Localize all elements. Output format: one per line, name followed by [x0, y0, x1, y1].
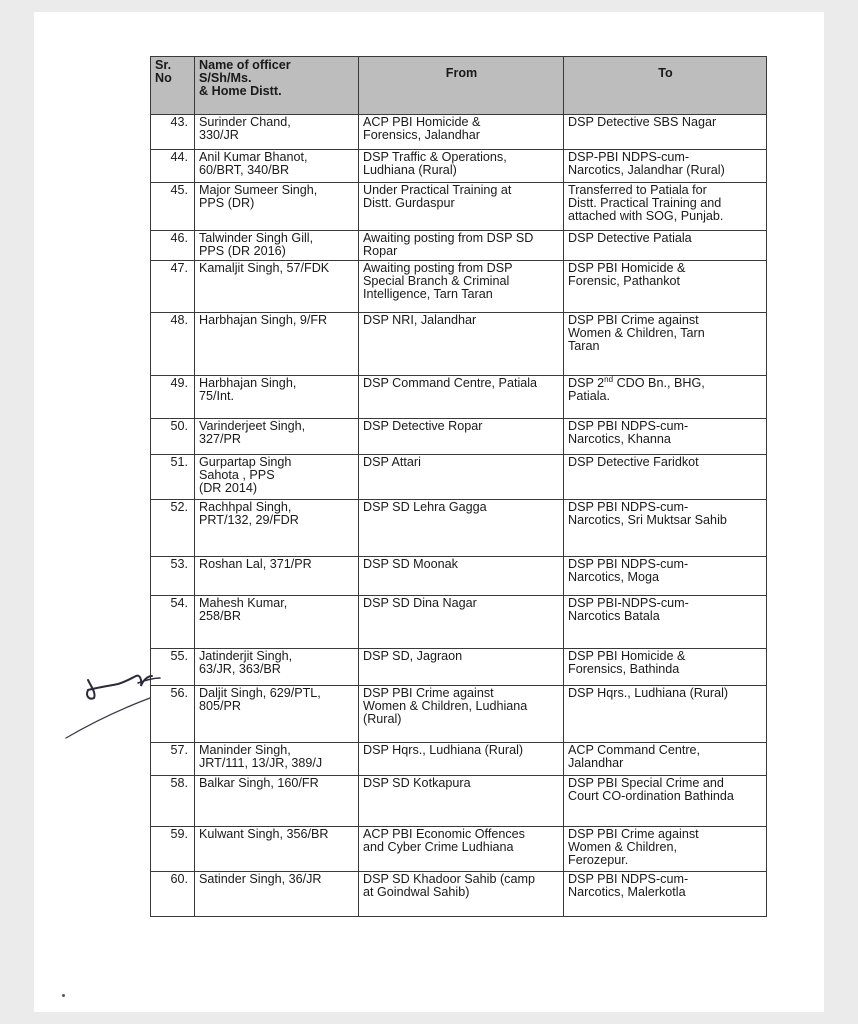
cell-from: DSP SD, Jagraon — [359, 649, 564, 686]
cell-from: DSP Hqrs., Ludhiana (Rural) — [359, 743, 564, 776]
cell-sr-no: 48. — [151, 313, 195, 376]
cell-to: DSP PBI Homicide & Forensic, Pathankot — [564, 261, 767, 313]
table-row — [151, 376, 767, 419]
cell-to: DSP PBI NDPS-cum- Narcotics, Khanna — [564, 419, 767, 455]
cell-sr-no: 57. — [151, 743, 195, 776]
cell-officer-name: Satinder Singh, 36/JR — [195, 872, 359, 917]
cell-sr-no: 44. — [151, 150, 195, 183]
cell-to: DSP Hqrs., Ludhiana (Rural) — [564, 686, 767, 743]
cell-officer-name: Major Sumeer Singh, PPS (DR) — [195, 183, 359, 231]
cell-sr-no: 46. — [151, 231, 195, 261]
table-row — [151, 150, 767, 183]
cell-sr-no: 52. — [151, 500, 195, 557]
cell-to: DSP PBI Special Crime and Court CO-ordination Bathinda — [564, 776, 767, 827]
table-row — [151, 743, 767, 776]
cell-officer-name: Roshan Lal, 371/PR — [195, 557, 359, 596]
cell-from: DSP PBI Crime against Women & Children, Ludhiana (Rural) — [359, 686, 564, 743]
cell-sr-no: 54. — [151, 596, 195, 649]
cell-to: DSP Detective SBS Nagar — [564, 115, 767, 150]
cell-officer-name: Varinderjeet Singh, 327/PR — [195, 419, 359, 455]
header-officer-name: Name of officer S/Sh/Ms. & Home Distt. — [195, 57, 359, 115]
cell-to: DSP PBI Crime against Women & Children, Tarn Taran — [564, 313, 767, 376]
cell-from: DSP NRI, Jalandhar — [359, 313, 564, 376]
table-row — [151, 827, 767, 872]
table-row — [151, 776, 767, 827]
cell-from: ACP PBI Economic Offences and Cyber Crime Ludhiana — [359, 827, 564, 872]
table-row — [151, 649, 767, 686]
table-row — [151, 686, 767, 743]
cell-sr-no: 50. — [151, 419, 195, 455]
cell-sr-no: 56. — [151, 686, 195, 743]
cell-to: DSP 2nd CDO Bn., BHG, Patiala. — [564, 376, 767, 419]
speck — [62, 994, 65, 997]
table-row — [151, 183, 767, 231]
cell-to: DSP-PBI NDPS-cum- Narcotics, Jalandhar (Rural) — [564, 150, 767, 183]
cell-sr-no: 60. — [151, 872, 195, 917]
cell-to: DSP PBI Homicide & Forensics, Bathinda — [564, 649, 767, 686]
header-to: To — [564, 57, 767, 115]
table-row — [151, 500, 767, 557]
table-row — [151, 313, 767, 376]
cell-officer-name: Harbhajan Singh, 75/Int. — [195, 376, 359, 419]
header-from: From — [359, 57, 564, 115]
cell-officer-name: Talwinder Singh Gill, PPS (DR 2016) — [195, 231, 359, 261]
cell-from: Under Practical Training at Distt. Gurdaspur — [359, 183, 564, 231]
cell-from: DSP Attari — [359, 455, 564, 500]
cell-officer-name: Daljit Singh, 629/PTL, 805/PR — [195, 686, 359, 743]
cell-to: DSP PBI NDPS-cum- Narcotics, Malerkotla — [564, 872, 767, 917]
cell-sr-no: 53. — [151, 557, 195, 596]
cell-sr-no: 55. — [151, 649, 195, 686]
cell-to: Transferred to Patiala for Distt. Practical Training and attached with SOG, Punjab. — [564, 183, 767, 231]
cell-officer-name: Anil Kumar Bhanot, 60/BRT, 340/BR — [195, 150, 359, 183]
table-row — [151, 261, 767, 313]
table-row — [151, 596, 767, 649]
cell-officer-name: Rachhpal Singh, PRT/132, 29/FDR — [195, 500, 359, 557]
table-header-row — [151, 57, 767, 115]
cell-officer-name: Kamaljit Singh, 57/FDK — [195, 261, 359, 313]
cell-to: DSP Detective Patiala — [564, 231, 767, 261]
cell-to: DSP PBI Crime against Women & Children, Ferozepur. — [564, 827, 767, 872]
table-row — [151, 115, 767, 150]
cell-sr-no: 59. — [151, 827, 195, 872]
cell-sr-no: 45. — [151, 183, 195, 231]
cell-sr-no: 43. — [151, 115, 195, 150]
transfer-table — [150, 56, 767, 917]
cell-to: DSP Detective Faridkot — [564, 455, 767, 500]
cell-from: DSP Traffic & Operations, Ludhiana (Rural) — [359, 150, 564, 183]
cell-from: DSP SD Khadoor Sahib (camp at Goindwal Sahib) — [359, 872, 564, 917]
cell-to: DSP PBI NDPS-cum- Narcotics, Sri Muktsar Sahib — [564, 500, 767, 557]
cell-from: DSP SD Kotkapura — [359, 776, 564, 827]
cell-officer-name: Balkar Singh, 160/FR — [195, 776, 359, 827]
header-sr-no: Sr. No — [151, 57, 195, 115]
cell-officer-name: Kulwant Singh, 356/BR — [195, 827, 359, 872]
cell-to: DSP PBI NDPS-cum- Narcotics, Moga — [564, 557, 767, 596]
table-row — [151, 455, 767, 500]
cell-from: DSP SD Lehra Gagga — [359, 500, 564, 557]
cell-officer-name: Maninder Singh, JRT/111, 13/JR, 389/J — [195, 743, 359, 776]
cell-officer-name: Jatinderjit Singh, 63/JR, 363/BR — [195, 649, 359, 686]
cell-from: DSP SD Moonak — [359, 557, 564, 596]
cell-officer-name: Harbhajan Singh, 9/FR — [195, 313, 359, 376]
table-row — [151, 557, 767, 596]
cell-sr-no: 51. — [151, 455, 195, 500]
table-row — [151, 231, 767, 261]
cell-to: DSP PBI-NDPS-cum- Narcotics Batala — [564, 596, 767, 649]
table-row — [151, 872, 767, 917]
cell-from: ACP PBI Homicide & Forensics, Jalandhar — [359, 115, 564, 150]
cell-from: DSP Command Centre, Patiala — [359, 376, 564, 419]
cell-officer-name: Mahesh Kumar, 258/BR — [195, 596, 359, 649]
cell-officer-name: Gurpartap Singh Sahota , PPS (DR 2014) — [195, 455, 359, 500]
cell-from: Awaiting posting from DSP SD Ropar — [359, 231, 564, 261]
table-row — [151, 419, 767, 455]
cell-from: DSP Detective Ropar — [359, 419, 564, 455]
cell-to: ACP Command Centre, Jalandhar — [564, 743, 767, 776]
cell-sr-no: 58. — [151, 776, 195, 827]
cell-officer-name: Surinder Chand, 330/JR — [195, 115, 359, 150]
cell-sr-no: 47. — [151, 261, 195, 313]
cell-sr-no: 49. — [151, 376, 195, 419]
cell-from: DSP SD Dina Nagar — [359, 596, 564, 649]
cell-from: Awaiting posting from DSP Special Branch & Criminal Intelligence, Tarn Taran — [359, 261, 564, 313]
